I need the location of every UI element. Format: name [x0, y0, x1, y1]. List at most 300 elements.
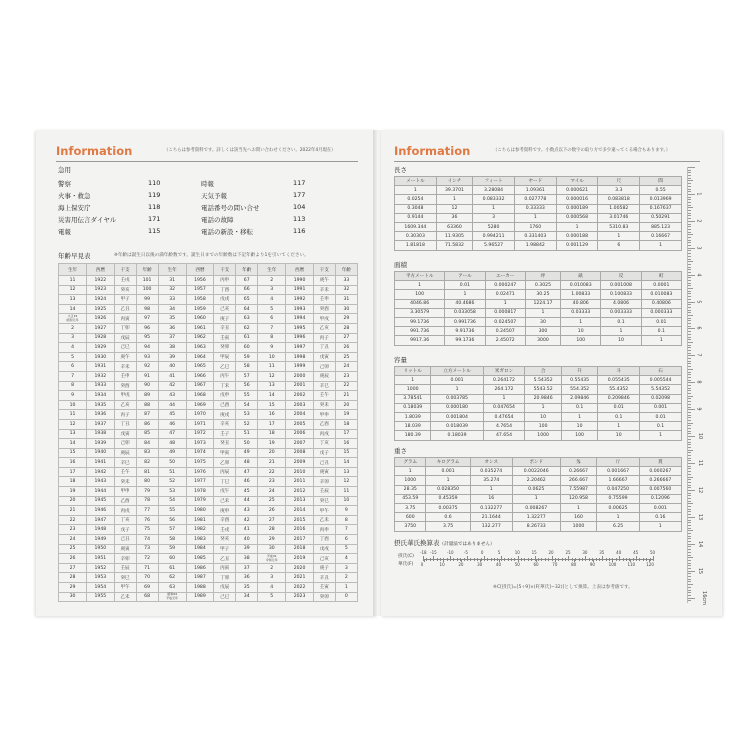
table-cell: 554.352	[561, 385, 597, 394]
table-row	[395, 290, 682, 299]
table-cell: 乙酉	[313, 419, 335, 429]
ruler-tick	[688, 466, 691, 467]
table-cell: 3	[59, 333, 87, 343]
ruler-tick	[688, 350, 691, 351]
celsius-tick-label: 50	[650, 550, 656, 555]
table-cell: 1960	[186, 314, 213, 324]
table-row	[395, 232, 682, 241]
table-cell: 15	[59, 448, 87, 458]
minor-tick	[504, 558, 505, 561]
table-cell: 1	[639, 522, 681, 531]
table-cell: 丙戌	[313, 429, 335, 439]
table-cell: 壬子	[214, 429, 236, 439]
table-cell: 乙巳	[214, 362, 236, 372]
table-cell: 1	[598, 232, 640, 241]
ruler-tick	[688, 310, 691, 311]
service-name: 天気予報	[201, 191, 227, 200]
table-cell: 33	[158, 295, 186, 305]
ruler-tick	[688, 431, 691, 432]
table-row	[59, 487, 358, 497]
table-row	[59, 439, 358, 449]
service-number: 116	[293, 227, 306, 235]
table-row	[59, 458, 358, 468]
minor-tick	[470, 558, 471, 561]
table-cell: 戊辰	[114, 333, 136, 343]
column-header: 生年	[158, 264, 186, 276]
celsius-tick-label: -18	[420, 550, 427, 555]
ruler-tick	[688, 520, 691, 521]
table-cell: 乙未	[313, 515, 335, 525]
table-cell: 28	[335, 323, 357, 333]
table-cell: 76	[136, 515, 158, 525]
conversion-table	[394, 176, 682, 251]
table-cell: 1961	[186, 323, 213, 333]
table-row	[59, 477, 358, 487]
table-cell: 1989	[186, 592, 213, 602]
minor-tick	[623, 558, 624, 561]
table-cell: 30.25	[525, 290, 560, 299]
column-header: 年齢	[236, 264, 258, 276]
table-cell: 23	[258, 477, 286, 487]
table-cell: 1974	[186, 448, 213, 458]
ruler-tick	[688, 293, 691, 294]
ruler-tick	[688, 307, 691, 308]
table-cell: 丁亥	[114, 515, 136, 525]
table-cell: 0.000267	[639, 467, 681, 476]
ruler-tick	[688, 242, 691, 243]
table-cell: 51	[158, 467, 186, 477]
table-cell: 0.013969	[640, 195, 682, 204]
table-cell: 甲子	[214, 544, 236, 554]
table-cell: 1	[601, 327, 641, 336]
table-cell: 己巳	[214, 592, 236, 602]
table-cell: 0.007560	[639, 485, 681, 494]
table-cell: 10	[561, 327, 601, 336]
column-header: 干支	[214, 264, 236, 276]
table-cell: 2011	[286, 477, 313, 487]
table-cell: 0.12096	[639, 494, 681, 503]
table-cell: 壬午	[313, 391, 335, 401]
table-cell: 庚辰	[114, 448, 136, 458]
table-cell: 1963	[186, 343, 213, 353]
ruler-tick	[688, 571, 695, 572]
table-cell: 戊寅	[313, 352, 335, 362]
table-cell: 己卯	[313, 362, 335, 372]
table-cell: 47	[158, 429, 186, 439]
table-cell: 0.000333	[641, 308, 681, 317]
ruler-label: 13	[697, 513, 704, 521]
ruler-tick	[688, 372, 691, 373]
column-header: 合	[525, 367, 561, 376]
table-cell: 95	[136, 333, 158, 343]
table-cell: 46	[158, 419, 186, 429]
ruler-tick	[688, 256, 691, 257]
table-cell: 癸酉	[114, 381, 136, 391]
ruler-tick	[688, 498, 691, 499]
table-cell: 64	[236, 304, 258, 314]
table-cell: 13	[258, 381, 286, 391]
ruler-tick	[688, 377, 691, 378]
table-cell: 28	[258, 525, 286, 535]
ruler-tick	[688, 590, 691, 591]
table-cell: 0.000188	[556, 232, 598, 241]
table-row	[59, 563, 358, 573]
table-cell: 1928	[87, 333, 114, 343]
table-cell: 35.274	[470, 476, 512, 485]
fahrenheit-tick-label: 80	[571, 562, 577, 567]
table-cell: 1609.344	[395, 222, 437, 231]
table-cell: 0.00375	[426, 503, 470, 512]
conversion-heading: 長さ	[394, 166, 407, 174]
table-cell: 2023	[286, 592, 313, 602]
minor-tick	[538, 558, 539, 561]
table-cell: 92	[136, 362, 158, 372]
table-row	[395, 186, 682, 195]
table-cell: 1	[483, 394, 525, 403]
table-cell: 7	[335, 525, 357, 535]
conversion-table	[394, 271, 682, 346]
table-cell: 180.39	[395, 431, 431, 440]
fahrenheit-tick-label: 120	[646, 562, 654, 567]
table-cell: 甲子	[114, 295, 136, 305]
service-name: 海上保安庁	[58, 203, 91, 212]
table-cell: 0.0022046	[512, 467, 560, 476]
table-cell: 0.010083	[641, 290, 681, 299]
table-cell: 壬寅	[313, 583, 335, 593]
table-cell: 99.1736	[395, 317, 445, 326]
table-cell: 53	[158, 487, 186, 497]
table-cell: 戊申	[214, 391, 236, 401]
ruler-tick	[688, 415, 691, 416]
table-cell: 2010	[286, 467, 313, 477]
table-cell: 0.010083	[561, 281, 601, 290]
table-cell: 1938	[87, 429, 114, 439]
table-cell: 丙戌	[114, 506, 136, 516]
table-cell: 30	[258, 544, 286, 554]
fahrenheit-tick-label: 20	[458, 562, 464, 567]
column-header: 年齢	[136, 264, 158, 276]
ruler-tick	[688, 299, 691, 300]
celsius-tick-label: -15	[430, 550, 437, 555]
service-name: 電話の故障	[201, 215, 234, 224]
ruler-tick	[688, 458, 691, 459]
table-row	[395, 394, 682, 403]
table-cell: 27	[258, 515, 286, 525]
table-cell: 1.81818	[395, 241, 437, 250]
minor-tick	[589, 558, 590, 561]
table-cell: 1924	[87, 295, 114, 305]
table-cell: 1000	[395, 476, 426, 485]
table-cell: 癸亥	[114, 285, 136, 295]
table-cell: 0.03333	[561, 308, 601, 317]
table-row	[395, 485, 682, 494]
ruler-tick	[688, 326, 691, 327]
ruler-label: 1	[695, 192, 702, 196]
table-cell: 1.98842	[514, 241, 556, 250]
ruler-tick	[688, 320, 691, 321]
table-cell: 41	[158, 371, 186, 381]
table-cell: 38	[158, 343, 186, 353]
table-row	[59, 295, 358, 305]
table-cell: 1971	[186, 419, 213, 429]
table-cell: 11.9305	[436, 232, 472, 241]
table-cell: 2003	[286, 400, 313, 410]
table-cell: 100	[561, 336, 601, 345]
service-name: 電話の新設・移転	[201, 227, 253, 236]
service-name: 火事・救急	[58, 191, 91, 200]
table-row	[395, 222, 682, 231]
table-cell: 69	[136, 583, 158, 593]
table-cell: 1978	[186, 487, 213, 497]
table-cell: 壬申	[313, 295, 335, 305]
table-cell: 1930	[87, 352, 114, 362]
table-cell: 36	[436, 213, 472, 222]
table-cell: 丁卯	[114, 323, 136, 333]
age-heading: 年齢早見表	[58, 252, 91, 260]
table-cell: 24	[258, 487, 286, 497]
minor-tick	[508, 558, 509, 561]
table-row	[395, 467, 682, 476]
table-cell: 17	[258, 419, 286, 429]
table-cell: 40	[158, 362, 186, 372]
column-header: インチ	[436, 177, 472, 186]
table-cell: 1	[556, 222, 598, 231]
table-cell: 0.033058	[445, 308, 485, 317]
table-cell: 8	[59, 381, 87, 391]
table-row	[59, 496, 358, 506]
table-cell: 55.4352	[598, 385, 640, 394]
table-cell: 43	[236, 506, 258, 516]
table-cell: 71	[136, 563, 158, 573]
table-cell: 48	[236, 458, 258, 468]
table-row	[395, 299, 682, 308]
table-cell: 14	[59, 304, 87, 314]
table-cell: 37	[158, 333, 186, 343]
ruler-tick	[688, 533, 691, 534]
table-cell: 59	[158, 544, 186, 554]
table-cell: 1944	[87, 487, 114, 497]
list-item	[201, 201, 323, 213]
ruler-tick	[688, 355, 695, 356]
minor-tick	[491, 558, 492, 561]
table-cell: 1925	[87, 304, 114, 314]
ruler-tick	[688, 250, 691, 251]
table-cell: 79	[136, 487, 158, 497]
table-cell: 1	[512, 494, 560, 503]
table-cell: 0.18039	[431, 431, 483, 440]
table-cell: 26	[258, 506, 286, 516]
table-cell: 辛丑	[214, 323, 236, 333]
table-cell: 1	[395, 376, 431, 385]
table-cell: 4.7654	[483, 422, 525, 431]
table-cell: 1975	[186, 458, 213, 468]
table-cell: 13	[59, 295, 87, 305]
ruler-tick	[688, 302, 695, 303]
table-cell: 35	[236, 583, 258, 593]
table-row	[59, 410, 358, 420]
table-cell: 2001	[286, 381, 313, 391]
service-number: 177	[293, 191, 306, 199]
table-cell: 3	[473, 213, 515, 222]
table-cell: 43	[158, 391, 186, 401]
ruler-tick	[688, 272, 691, 273]
column-header: オンス	[470, 458, 512, 467]
celsius-tick-label: -10	[447, 550, 454, 555]
table-row	[59, 535, 358, 545]
table-cell: 0.45359	[426, 494, 470, 503]
ruler-label: 6	[695, 326, 702, 331]
ruler-tick	[688, 552, 691, 553]
table-cell: 0.035274	[470, 467, 512, 476]
minor-tick	[626, 558, 627, 561]
table-cell: 100	[561, 431, 597, 440]
title-rule	[56, 161, 358, 162]
table-cell: 1992	[286, 295, 313, 305]
table-cell: 57	[158, 525, 186, 535]
table-row	[395, 204, 682, 213]
table-cell: 4.0806	[601, 299, 641, 308]
table-cell: 0.01	[640, 412, 682, 421]
table-cell: 15	[335, 448, 357, 458]
table-cell: 乙卯	[214, 458, 236, 468]
ruler-tick	[688, 205, 691, 206]
service-number: 113	[293, 215, 306, 223]
table-cell: 1	[640, 241, 682, 250]
table-cell: 1953	[87, 573, 114, 583]
table-cell: 4	[335, 554, 357, 564]
table-cell: 0.047250	[597, 485, 639, 494]
table-cell: 0.001667	[597, 467, 639, 476]
table-cell: 1	[470, 485, 512, 494]
table-cell: 己丑	[313, 458, 335, 468]
table-cell: 25	[335, 352, 357, 362]
table-cell: 戊子	[313, 448, 335, 458]
table-cell: 0.008267	[512, 503, 560, 512]
table-cell: 0.02098	[640, 394, 682, 403]
table-cell: 18	[335, 419, 357, 429]
minor-tick	[646, 558, 647, 561]
list-item	[201, 225, 323, 237]
celsius-tick-label: 30	[582, 550, 588, 555]
table-cell: 1943	[87, 477, 114, 487]
column-header: 間	[640, 177, 682, 186]
ruler-tick	[688, 197, 691, 198]
table-cell: 壬寅	[214, 333, 236, 343]
ruler-label: 12	[697, 486, 704, 494]
table-cell: 2008	[286, 448, 313, 458]
ruler-tick	[688, 369, 693, 370]
table-cell: 壬申	[114, 371, 136, 381]
table-cell: 1.8039	[395, 412, 431, 421]
table-cell: 2006	[286, 429, 313, 439]
table-cell: 0.75599	[597, 494, 639, 503]
table-row	[59, 371, 358, 381]
table-cell: 31	[335, 295, 357, 305]
table-cell: 2015	[286, 515, 313, 525]
table-cell: 1	[436, 195, 472, 204]
ruler-tick	[688, 398, 691, 399]
table-row	[395, 195, 682, 204]
table-cell: 61	[236, 333, 258, 343]
table-cell: 乙丑	[114, 304, 136, 314]
service-number: 118	[148, 203, 161, 211]
table-cell: 0.16	[639, 513, 681, 522]
table-cell: 50	[158, 458, 186, 468]
ruler-tick	[688, 420, 691, 421]
temp-heading	[394, 538, 495, 547]
table-cell: 1	[597, 513, 639, 522]
table-row	[59, 573, 358, 583]
minor-tick	[474, 558, 475, 561]
minor-tick	[639, 558, 640, 561]
table-cell: 辛卯	[114, 554, 136, 564]
table-row	[395, 317, 682, 326]
table-cell: 庚午	[114, 352, 136, 362]
celsius-tick-label: 0	[480, 550, 484, 555]
table-row	[59, 285, 358, 295]
table-cell: 0.000621	[556, 186, 598, 195]
minor-tick	[450, 558, 451, 561]
table-row	[59, 352, 358, 362]
table-cell: 1984	[186, 544, 213, 554]
ruler-tick	[688, 248, 695, 249]
ruler-tick	[688, 183, 691, 184]
ruler-tick	[688, 189, 691, 190]
service-name: 電報	[58, 227, 71, 236]
table-cell: 1	[335, 583, 357, 593]
table-cell: 100	[136, 285, 158, 295]
table-cell: 300	[525, 327, 560, 336]
table-cell: 0.083818	[598, 195, 640, 204]
ruler-tick	[688, 407, 691, 408]
table-cell: 30	[59, 592, 87, 602]
table-cell: 24	[335, 362, 357, 372]
minor-tick	[501, 558, 502, 561]
column-header: 干支	[114, 264, 136, 276]
ruler-tick	[688, 503, 693, 504]
list-item	[201, 213, 323, 225]
table-cell: 10	[598, 431, 640, 440]
table-cell: 1972	[186, 429, 213, 439]
table-cell: 40.4686	[445, 299, 485, 308]
ruler-tick	[688, 361, 691, 362]
table-cell: 0.001008	[601, 281, 641, 290]
ruler-tick	[688, 442, 691, 443]
table-cell: 0.000568	[556, 213, 598, 222]
table-cell: 62	[158, 573, 186, 583]
column-header: 平方メートル	[395, 272, 445, 281]
table-cell: 68	[136, 592, 158, 602]
table-row	[59, 467, 358, 477]
table-cell: 10	[525, 412, 561, 421]
ruler-tick	[688, 452, 691, 453]
table-cell: 2016	[286, 525, 313, 535]
table-cell: 1993	[286, 304, 313, 314]
table-cell: 11	[258, 362, 286, 372]
ruler-tick	[688, 401, 691, 402]
table-row	[395, 503, 682, 512]
ruler-tick	[688, 546, 691, 547]
table-cell: 0.018039	[431, 422, 483, 431]
table-cell: 1946	[87, 506, 114, 516]
minor-tick	[643, 558, 644, 561]
table-cell: 80	[136, 477, 158, 487]
table-cell: 47.654	[483, 431, 525, 440]
table-cell: 99.1736	[445, 336, 485, 345]
minor-tick	[477, 558, 478, 561]
table-cell: 40.806	[561, 299, 601, 308]
ruler-tick	[688, 560, 691, 561]
